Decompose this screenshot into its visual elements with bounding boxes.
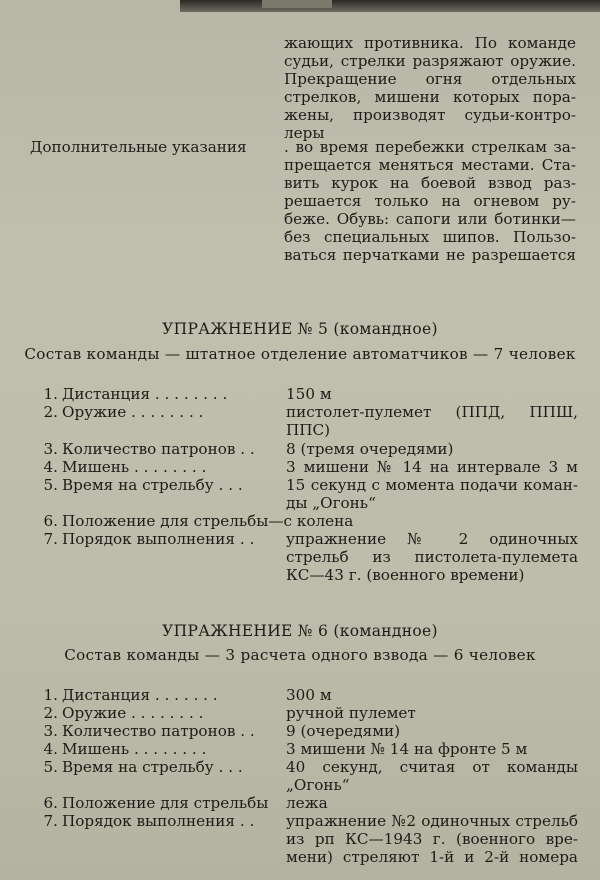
ex6-item-label: Оружие . . . . . . . . [62, 704, 204, 722]
intro-line: Прекращение огня отдельных [284, 70, 576, 88]
ex6-item-num: 6. [43, 794, 58, 812]
ex5-item-num: 1. [43, 385, 58, 403]
ex5-item-value: ППС) [286, 421, 331, 439]
ex6-item-value: 300 м [286, 686, 332, 704]
intro-line: жены, производят судьи-контро- [284, 106, 576, 124]
ex6-item-num: 2. [43, 704, 58, 722]
ex5-item-num: 2. [43, 403, 58, 421]
extra-instructions-line: ваться перчатками не разрешается [284, 246, 576, 264]
ex5-item-num: 3. [43, 440, 58, 458]
extra-instructions-line: . во время перебежки стрелкам за- [284, 138, 576, 156]
ex5-item-value: 8 (тремя очередями) [286, 440, 454, 458]
ex6-item-num: 7. [43, 812, 58, 830]
ex5-item-value: упражнение № 2 одиночных [286, 530, 578, 548]
ex6-item-label: Положение для стрельбы [62, 794, 269, 812]
ex6-item-label: Количество патронов . . [62, 722, 255, 740]
ex5-item-value: ды „Огонь“ [286, 494, 376, 512]
exercise-5-team: Состав команды — штатное отделение автоматчиков — 7 человек [24, 345, 576, 363]
ex5-item-num: 6. [43, 512, 58, 530]
ex5-item-label: Порядок выполнения . . [62, 530, 255, 548]
ex6-item-value: упражнение №2 одиночных стрельб [286, 812, 578, 830]
ex5-item-label: Количество патронов . . [62, 440, 255, 458]
ex6-item-label: Мишень . . . . . . . . [62, 740, 207, 758]
ex5-item-label: Время на стрельбу . . . [62, 476, 243, 494]
ex6-item-num: 4. [43, 740, 58, 758]
ex5-item-label: Дистанция . . . . . . . . [62, 385, 228, 403]
exercise-5-title: УПРАЖНЕНИЕ № 5 (командное) [162, 320, 438, 338]
ex5-item-value: 15 секунд с момента подачи коман- [286, 476, 578, 494]
ex5-item-num: 5. [43, 476, 58, 494]
ex6-item-value: ручной пулемет [286, 704, 416, 722]
ex6-item-value: лежа [286, 794, 328, 812]
intro-line: судьи, стрелки разряжают оружие. [284, 52, 576, 70]
ex5-item-value: стрельб из пистолета-пулемета [286, 548, 578, 566]
extra-instructions-line: вить курок на боевой взвод раз- [284, 174, 576, 192]
intro-line: жающих противника. По команде [284, 34, 576, 52]
ex5-item-value: пистолет-пулемет (ППД, ППШ, [286, 403, 578, 421]
intro-line: леры [284, 124, 325, 142]
ex6-item-value: из рп КС—1943 г. (военного вре- [286, 830, 578, 848]
ex6-item-label: Время на стрельбу . . . [62, 758, 243, 776]
ex6-item-value: 9 (очередями) [286, 722, 401, 740]
ex5-item-label: Мишень . . . . . . . . [62, 458, 207, 476]
extra-instructions-line: решается только на огневом ру- [284, 192, 576, 210]
ex6-item-label: Порядок выполнения . . [62, 812, 255, 830]
ex6-item-num: 1. [43, 686, 58, 704]
ex6-item-value: 40 секунд, считая от команды [286, 758, 578, 776]
ex5-item-num: 7. [43, 530, 58, 548]
ex6-item-num: 3. [43, 722, 58, 740]
ex5-item-value: КС—43 г. (военного времени) [286, 566, 525, 584]
exercise-6-title: УПРАЖНЕНИЕ № 6 (командное) [162, 622, 438, 640]
ex6-item-num: 5. [43, 758, 58, 776]
extra-instructions-line: без специальных шипов. Пользо- [284, 228, 576, 246]
ex5-item-value: 3 мишени № 14 на интервале 3 м [286, 458, 578, 476]
intro-line: стрелков, мишени которых пора- [284, 88, 576, 106]
ex5-item-value: 150 м [286, 385, 332, 403]
ex6-item-value: „Огонь“ [286, 776, 350, 794]
ex6-item-value: мени) стреляют 1-й и 2-й номера [286, 848, 578, 866]
ex5-item-label: Положение для стрельбы—с колена [62, 512, 354, 530]
ex5-item-label: Оружие . . . . . . . . [62, 403, 204, 421]
ex6-item-value: 3 мишени № 14 на фронте 5 м [286, 740, 528, 758]
extra-instructions-line: прещается меняться местами. Ста- [284, 156, 576, 174]
extra-instructions-line: беже. Обувь: сапоги или ботинки— [284, 210, 576, 228]
ex6-item-label: Дистанция . . . . . . . [62, 686, 218, 704]
ex5-item-num: 4. [43, 458, 58, 476]
extra-instructions-label: Дополнительные указания [30, 138, 247, 156]
exercise-6-team: Состав команды — 3 расчета одного взвода — 6 человек [64, 646, 536, 664]
